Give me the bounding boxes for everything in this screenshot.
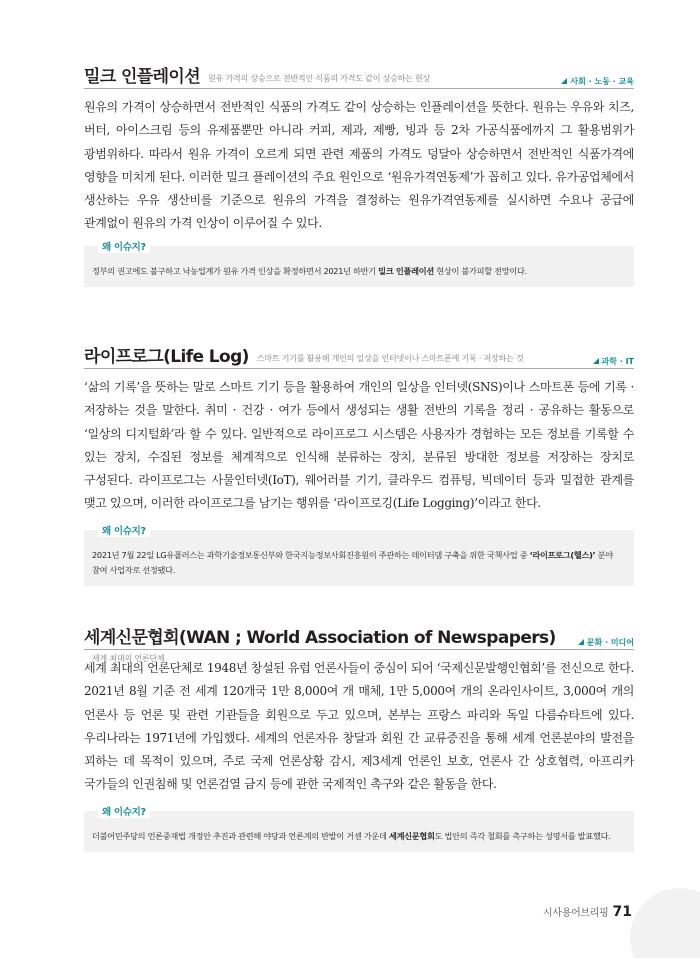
entry-header	[84, 342, 634, 366]
entry-body: 세계 최대의 언론단체로 1948년 창설된 유럽 언론사들이 중심이 되어 ‘국제신문발행인협회’를 전신으로 한다. 2021년 8월 기준 전 세계 120개국 1만 8,000여 개 매체, 1만 5,000여 개의 온라인사이트, 3,000여 개의 언론사 등 언론 및 관련 기관들을 회원으로 두고 있으며, 본부는 프랑스 파리와 독일 다름슈타트에 있다. 우리나라는 1971년에 가입했다. 세계의 언론자유 창달과 회원 간 교류증진을 통해 세계 언론분야의 발전을 꾀하는 데 목적이 있으며, 주로 국제 언론상황 감시, 제3세계 언론인 보호, 언론사 간 상호협력, 아프리카 국가들의 인권침해 및 언론검열 금지 등에 관한 국제적인 촉구와 같은 활동을 한다.	[84, 661, 634, 792]
entry-milk-inflation	[84, 62, 634, 287]
header-rule	[84, 649, 634, 650]
category-label	[574, 637, 634, 648]
why-issue-text	[92, 548, 626, 578]
why-issue-label: 왜 이슈지?	[98, 523, 150, 537]
why-text-part: 더불어민주당의 언론중재법 개정안 추진과 관련해 야당과 언론계의 반발이 거센 가운데	[92, 830, 389, 841]
why-text-part: 도 법안의 즉각 철회를 촉구하는 성명서를 발표했다.	[434, 830, 611, 841]
why-text-highlight: ‘라이프로그(헬스)’	[529, 549, 596, 560]
header-rule	[84, 368, 634, 369]
why-text-part: 정부의 권고에도 불구하고 낙농업계가 원유 가격 인상을 확정하면서 2021년 하반기	[92, 265, 379, 276]
triangle-icon	[561, 78, 567, 84]
page-footer	[543, 901, 632, 920]
why-issue-box	[84, 241, 634, 287]
category-label	[589, 356, 635, 367]
triangle-icon	[578, 639, 584, 645]
entry-term: 라이프로그(Life Log)	[84, 347, 249, 367]
category-label	[557, 76, 634, 87]
category-text: 과학 · IT	[601, 357, 634, 366]
entry-body: 원유의 가격이 상승하면서 전반적인 식품의 가격도 같이 상승하는 인플레이션을 뜻한다. 원유는 우유와 치즈, 버터, 아이스크림 등의 유제품뿐만 아니라 커피, 제과, 제빵, 빙과 등 2차 가공식품에까지 그 활용범위가 광범위하다. 따라서 원유 가격이 오르게 되면 관련 제품의 가격도 덩달아 상승하면서 전반적인 식품가격에 영향을 미치게 된다. 이러한 밀크 플레이션의 주요 원인으로 ‘원유가격연동제’가 꼽히고 있다. 유가공업체에서 생산하는 우유 생산비를 기준으로 원유의 가격을 결정하는 원유가격연동제를 실시하면 수요나 공급에 관계없이 원유의 가격 인상이 이루어질 수 있다.	[84, 100, 634, 231]
why-text-part: 분야 참여 사업자로 선정됐다.	[92, 549, 613, 575]
entry-definition: 스마트 기기를 활용해 개인의 일상을 인터넷이나 스마트폰에 기록 · 저장하는 것	[256, 354, 524, 363]
why-text-highlight: 세계신문협회	[388, 830, 435, 841]
why-issue-box	[84, 525, 634, 586]
why-text-part: 현상이 불가피할 전망이다.	[433, 265, 527, 276]
entry-definition: 세계 최대의 언론단체	[92, 654, 165, 663]
entry-life-log	[84, 342, 634, 586]
why-issue-text	[92, 829, 626, 844]
why-issue-box	[84, 806, 634, 852]
page-number: 71	[612, 904, 632, 920]
why-issue-label: 왜 이슈지?	[98, 239, 150, 253]
entry-header	[84, 62, 634, 86]
triangle-icon	[593, 358, 599, 364]
publication-name: 시사용어브리핑	[542, 908, 609, 919]
decorative-circle	[630, 888, 700, 958]
why-issue-text	[92, 264, 626, 279]
entry-term: 세계신문협회(WAN ; World Association of Newspapers)	[84, 628, 556, 648]
why-text-highlight: 밀크 인플레이션	[378, 265, 434, 276]
why-text-part: 2021년 7월 22일 LG유플러스는 과학기술정보통신부와 한국지능정보사회진흥원이 주관하는 데이터댐 구축을 위한 국책사업 중	[92, 549, 530, 560]
category-text: 사회 · 노동 · 교육	[570, 77, 634, 86]
entry-definition: 원유 가격의 상승으로 전반적인 식품의 가격도 같이 상승하는 현상	[208, 74, 431, 83]
entry-world-association-of-newspapers	[84, 623, 634, 852]
entry-header	[84, 623, 634, 663]
header-rule	[84, 88, 634, 89]
entry-body: ‘삶의 기록’을 뜻하는 말로 스마트 기기 등을 활용하여 개인의 일상을 인터넷(SNS)이나 스마트폰 등에 기록 · 저장하는 것을 말한다. 취미 · 건강 · 여가 등에서 생성되는 생활 전반의 기록을 정리 · 공유하는 활동으로 ‘일상의 디지털화’라 할 수 있다. 일반적으로 라이프로그 시스템은 사용자가 경험하는 모든 정보를 기록할 수 있는 장치, 수집된 정보를 체계적으로 인식해 분류하는 장치, 분류된 방대한 정보를 저장하는 장치로 구성된다. 라이프로그는 사물인터넷(IoT), 웨어러블 기기, 클라우드 컴퓨팅, 빅데이터 등과 밀접한 관계를 맺고 있으며, 이러한 라이프로그를 남기는 행위를 ‘라이프로깅(Life Logging)’이라고 한다.	[84, 380, 634, 511]
category-text: 문화 · 미디어	[586, 638, 634, 647]
why-issue-label: 왜 이슈지?	[98, 804, 150, 818]
entry-term: 밀크 인플레이션	[84, 67, 201, 87]
